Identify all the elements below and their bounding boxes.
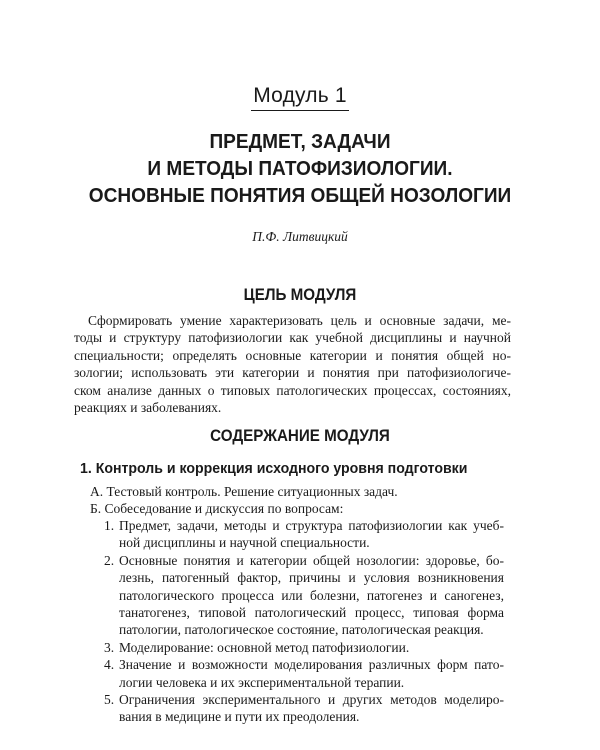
goal-heading: ЦЕЛЬ МОДУЛЯ	[243, 286, 357, 304]
question-list	[104, 517, 504, 726]
goal-paragraph	[74, 312, 511, 416]
list-item-line: Основные понятия и категории общей нозологии: здоровье, бо-	[119, 552, 504, 568]
list-item-number: 4.	[104, 657, 115, 673]
goal-line: ском анализе данных о типовых патологических процессах, состояниях,	[74, 382, 511, 398]
goal-line: Сформировать умение характеризовать цель и основные задачи, ме-	[88, 313, 511, 328]
list-item-number: 1.	[104, 518, 115, 533]
list-item	[104, 691, 504, 726]
list-item-line: лезнь, патогенный фактор, причины и условия возникновения	[119, 570, 504, 586]
goal-line: зологии; использовать эти категории и понятия при патофизиологиче-	[74, 365, 511, 381]
module-label-text: Модуль 1	[251, 84, 349, 111]
author-name: П.Ф. Литвицкий	[252, 229, 348, 244]
title-line: ПРЕДМЕТ, ЗАДАЧИ	[209, 130, 391, 153]
list-item-number: 2.	[104, 552, 115, 568]
item-a: А. Тестовый контроль. Решение ситуационных задач.	[90, 484, 398, 499]
list-item-line: Значение и возможности моделирования различных форм пато-	[119, 657, 504, 673]
list-item-line: логии человека и их экспериментальной терапии.	[119, 674, 405, 690]
list-item-number: 5.	[104, 692, 115, 708]
section-1-title: 1. Контроль и коррекция исходного уровня подготовки	[80, 460, 468, 477]
goal-line: специальности; определять основные категории и понятия общей но-	[74, 347, 511, 363]
goal-line: тоды и структуру патофизиологии как учебной дисциплины и научной	[74, 330, 511, 346]
list-item-line: Моделирование: основной метод патофизиологии.	[119, 639, 410, 655]
goal-line: реакциях и заболеваниях.	[74, 400, 222, 416]
module-label	[0, 84, 600, 111]
item-b: Б. Собеседование и дискуссия по вопросам:	[90, 501, 344, 516]
content-heading: СОДЕРЖАНИЕ МОДУЛЯ	[210, 427, 390, 445]
list-item-number: 3.	[104, 639, 115, 655]
list-item	[104, 656, 504, 691]
list-item-line: танатогенез, типовой патологический процесс, типовая форма	[119, 605, 504, 621]
list-item	[104, 517, 504, 552]
list-item-line: вания в медицине и пути их преодоления.	[119, 709, 360, 725]
list-item	[104, 552, 504, 639]
list-item-line: Предмет, задачи, методы и структура патофизиологии как учеб-	[119, 518, 504, 533]
page-title	[49, 128, 551, 209]
title-line: ОСНОВНЫЕ ПОНЯТИЯ ОБЩЕЙ НОЗОЛОГИИ	[88, 184, 512, 207]
list-item-line: Ограничения экспериментального и других методов моделиро-	[119, 692, 504, 708]
title-line: И МЕТОДЫ ПАТОФИЗИОЛОГИИ.	[147, 157, 453, 180]
list-item	[104, 639, 504, 656]
list-item-line: патологии, патологическое состояние, патологическая реакция.	[119, 622, 484, 638]
list-item-line: патологического процесса или болезни, патогенез и саногенез,	[119, 587, 504, 603]
list-item-line: ной дисциплины и научной специальности.	[119, 535, 370, 551]
